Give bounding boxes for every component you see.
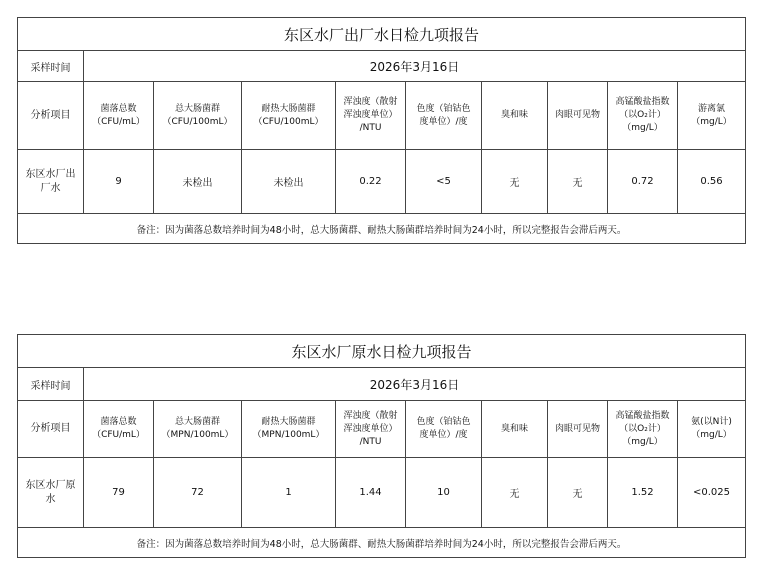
value-total-coliforms: 未检出 [154, 150, 242, 214]
header-permanganate-index: 高锰酸盐指数 （以O₂计） （mg/L） [608, 82, 678, 150]
report-note: 备注：因为菌落总数培养时间为48小时，总大肠菌群、耐热大肠菌群培养时间为24小时，所以完整报告会滞后两天。 [18, 214, 746, 244]
header-visible-matter: 肉眼可见物 [548, 401, 608, 458]
outlet-water-report-table [17, 17, 746, 244]
header-thermotolerant-coliforms: 耐热大肠菌群 （CFU/100mL） [242, 82, 336, 150]
report-note: 备注：因为菌落总数培养时间为48小时，总大肠菌群、耐热大肠菌群培养时间为24小时，所以完整报告会滞后两天。 [18, 528, 746, 558]
header-permanganate-index: 高锰酸盐指数 （以O₂计） （mg/L） [608, 401, 678, 458]
header-turbidity: 浑浊度（散射 浑浊度单位） /NTU [336, 401, 406, 458]
header-free-chlorine: 游离氯 （mg/L） [678, 82, 746, 150]
header-color: 色度（铂钴色 度单位）/度 [406, 401, 482, 458]
value-color: 10 [406, 458, 482, 528]
sample-label: 东区水厂原 水 [18, 458, 84, 528]
value-visible-matter: 无 [548, 458, 608, 528]
value-free-chlorine: 0.56 [678, 150, 746, 214]
analysis-item-label: 分析项目 [18, 82, 84, 150]
value-ammonia: <0.025 [678, 458, 746, 528]
header-colony-count: 菌落总数 （CFU/mL） [84, 401, 154, 458]
header-visible-matter: 肉眼可见物 [548, 82, 608, 150]
header-turbidity: 浑浊度（散射 浑浊度单位） /NTU [336, 82, 406, 150]
raw-water-report-table [17, 334, 746, 558]
value-colony-count: 9 [84, 150, 154, 214]
sampling-time-label: 采样时间 [18, 368, 84, 401]
sample-label: 东区水厂出 厂水 [18, 150, 84, 214]
header-thermotolerant-coliforms: 耐热大肠菌群 （MPN/100mL） [242, 401, 336, 458]
header-colony-count: 菌落总数 （CFU/mL） [84, 82, 154, 150]
value-turbidity: 1.44 [336, 458, 406, 528]
value-permanganate-index: 0.72 [608, 150, 678, 214]
sampling-date: 2026年3月16日 [84, 51, 746, 82]
value-total-coliforms: 72 [154, 458, 242, 528]
value-thermotolerant-coliforms: 未检出 [242, 150, 336, 214]
report-title: 东区水厂原水日检九项报告 [18, 335, 746, 368]
header-ammonia: 氨(以N计) （mg/L） [678, 401, 746, 458]
analysis-item-label: 分析项目 [18, 401, 84, 458]
header-total-coliforms: 总大肠菌群 （CFU/100mL） [154, 82, 242, 150]
header-color: 色度（铂钴色 度单位）/度 [406, 82, 482, 150]
header-odor-taste: 臭和味 [482, 82, 548, 150]
report-title: 东区水厂出厂水日检九项报告 [18, 18, 746, 51]
value-odor-taste: 无 [482, 150, 548, 214]
header-total-coliforms: 总大肠菌群 （MPN/100mL） [154, 401, 242, 458]
value-thermotolerant-coliforms: 1 [242, 458, 336, 528]
value-permanganate-index: 1.52 [608, 458, 678, 528]
value-visible-matter: 无 [548, 150, 608, 214]
sampling-date: 2026年3月16日 [84, 368, 746, 401]
value-color: <5 [406, 150, 482, 214]
header-odor-taste: 臭和味 [482, 401, 548, 458]
value-colony-count: 79 [84, 458, 154, 528]
value-odor-taste: 无 [482, 458, 548, 528]
value-turbidity: 0.22 [336, 150, 406, 214]
sampling-time-label: 采样时间 [18, 51, 84, 82]
